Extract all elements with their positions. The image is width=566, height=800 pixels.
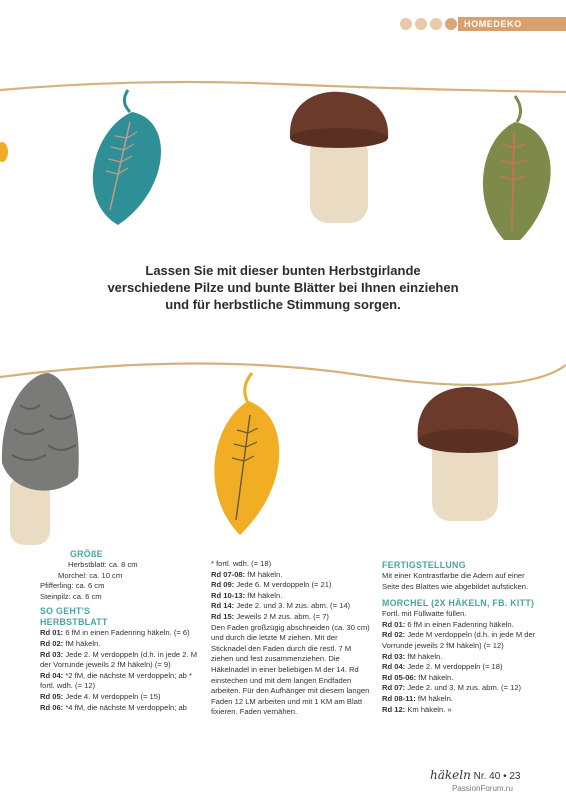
howto-heading: SO GEHT'S bbox=[40, 606, 91, 617]
porcini-mushroom bbox=[418, 387, 519, 521]
morel-heading: MORCHEL (2X HÄKELN, FB. KITT) bbox=[382, 598, 535, 609]
size-heading: GRÖßE bbox=[70, 549, 103, 559]
round-row: Rd 03: fM häkeln. bbox=[382, 651, 443, 661]
round-row: Rd 07: Jede 2. und 3. M zus. abm. (= 12) bbox=[382, 683, 522, 693]
round-row: Rd 09: Jede 6. M verdoppeln (= 21) bbox=[211, 580, 332, 590]
olive-leaf bbox=[483, 96, 551, 240]
morel-intro: Fortl. mit Füllwatte füllen. bbox=[382, 609, 467, 619]
header-dot bbox=[430, 18, 442, 30]
size-line: Pfifferling: ca. 6 cm bbox=[40, 581, 105, 591]
watermark: PassionForum.ru bbox=[452, 784, 513, 793]
finish-text: Mit einer Kontrastfarbe die Adern auf einer Seite des Blattes wie abgebildet aufsticken. bbox=[382, 571, 529, 591]
round-row: Rd 15: Jeweils 2 M zus. abm. (= 7) bbox=[211, 611, 329, 621]
round-row: Rd 01: 6 fM in einen Fadenring häkeln. bbox=[382, 619, 514, 629]
round-row: Rd 06: *4 fM, die nächste M verdoppeln; ab bbox=[40, 702, 187, 712]
garland-top-image bbox=[0, 60, 566, 240]
intro-line: und für herbstliche Stimmung sorgen. bbox=[165, 297, 401, 312]
round-row: Rd 01: 6 fM in einen Fadenring häkeln. (= 6) bbox=[40, 628, 190, 638]
round-row: Rd 12: Km häkeln. » bbox=[382, 704, 452, 714]
header-dot bbox=[400, 18, 412, 30]
finishing-paragraph: Den Faden großzügig abschneiden (ca. 30 cm) und durch die letzte M ziehen. Mit der Sticknadel den Faden durch die restl. 7 M ziehen und fest zusammenziehen. Die Häkelnadel in einer beliebigen M der 14. Rd einstechen und mit dem langen Endfaden arbeiten. Für den Aufhänger mit diesem langen Faden 12 LM arbeiten und mit 1 KM am Blatt fixieren. Faden vernähen. bbox=[211, 622, 370, 717]
issue-number: Nr. 40 bbox=[473, 771, 501, 782]
size-line: Morchel: ca. 10 cm bbox=[58, 570, 123, 580]
section-label: HOMEDEKO bbox=[458, 17, 566, 31]
round-row: Rd 05-06: fM häkeln. bbox=[382, 672, 454, 682]
footer-bullet: • bbox=[503, 771, 507, 782]
morel-mushroom bbox=[2, 373, 79, 545]
round-row: Rd 07-08: fM häkeln. bbox=[211, 569, 283, 579]
round-row: Rd 04: *2 fM, die nächste M verdoppeln; ab * fortl. wdh. (= 12) bbox=[40, 670, 192, 691]
round-row: Rd 03: Jede 2. M verdoppeln (d.h. in jede 2. M der Vorrunde jeweils 2 fM häkeln) (= 9) bbox=[40, 649, 198, 670]
round-row: Rd 04: Jede 2. M verdoppeln (= 18) bbox=[382, 662, 503, 672]
size-line: Steinpilz: ca. 6 cm bbox=[40, 591, 102, 601]
round-row: Rd 10-13: fM häkeln. bbox=[211, 590, 283, 600]
page-number: 23 bbox=[509, 771, 521, 782]
column-right bbox=[382, 560, 542, 715]
intro-text bbox=[0, 262, 566, 313]
header-dot bbox=[415, 18, 427, 30]
finish-heading: FERTIGSTELLUNG bbox=[382, 560, 466, 570]
intro-line: Lassen Sie mit dieser bunten Herbstgirlande bbox=[145, 263, 421, 278]
header-dot bbox=[445, 18, 457, 30]
intro-line: verschiedene Pilze und bunte Blätter bei Ihnen einziehen bbox=[107, 280, 459, 295]
round-row: * fortl. wdh. (= 18) bbox=[211, 559, 272, 568]
page-footer bbox=[430, 768, 550, 782]
round-row: Rd 05: Jede 4. M verdoppeln (= 15) bbox=[40, 691, 161, 701]
round-row: Rd 08-11: fM häkeln. bbox=[382, 693, 453, 703]
round-row: Rd 02: Jede M verdoppeln (d.h. in jede M der Vorrunde jeweils 2 fM häkeln) (= 12) bbox=[382, 630, 536, 650]
leaf-heading: HERBSTBLATT bbox=[40, 617, 108, 628]
teal-leaf bbox=[93, 90, 161, 225]
magazine-logo: häkeln bbox=[430, 768, 471, 782]
column-left bbox=[40, 549, 200, 713]
size-line: Herbstblatt: ca. 8 cm bbox=[68, 560, 138, 569]
yellow-leaf bbox=[214, 373, 279, 535]
column-middle bbox=[211, 559, 371, 718]
porcini-mushroom bbox=[290, 92, 388, 223]
round-row: Rd 14: Jede 2. und 3. M zus. abm. (= 14) bbox=[211, 601, 351, 611]
round-row: Rd 02: fM häkeln. bbox=[40, 638, 101, 648]
garland-bottom-image bbox=[0, 345, 566, 545]
header-dots bbox=[400, 18, 457, 30]
